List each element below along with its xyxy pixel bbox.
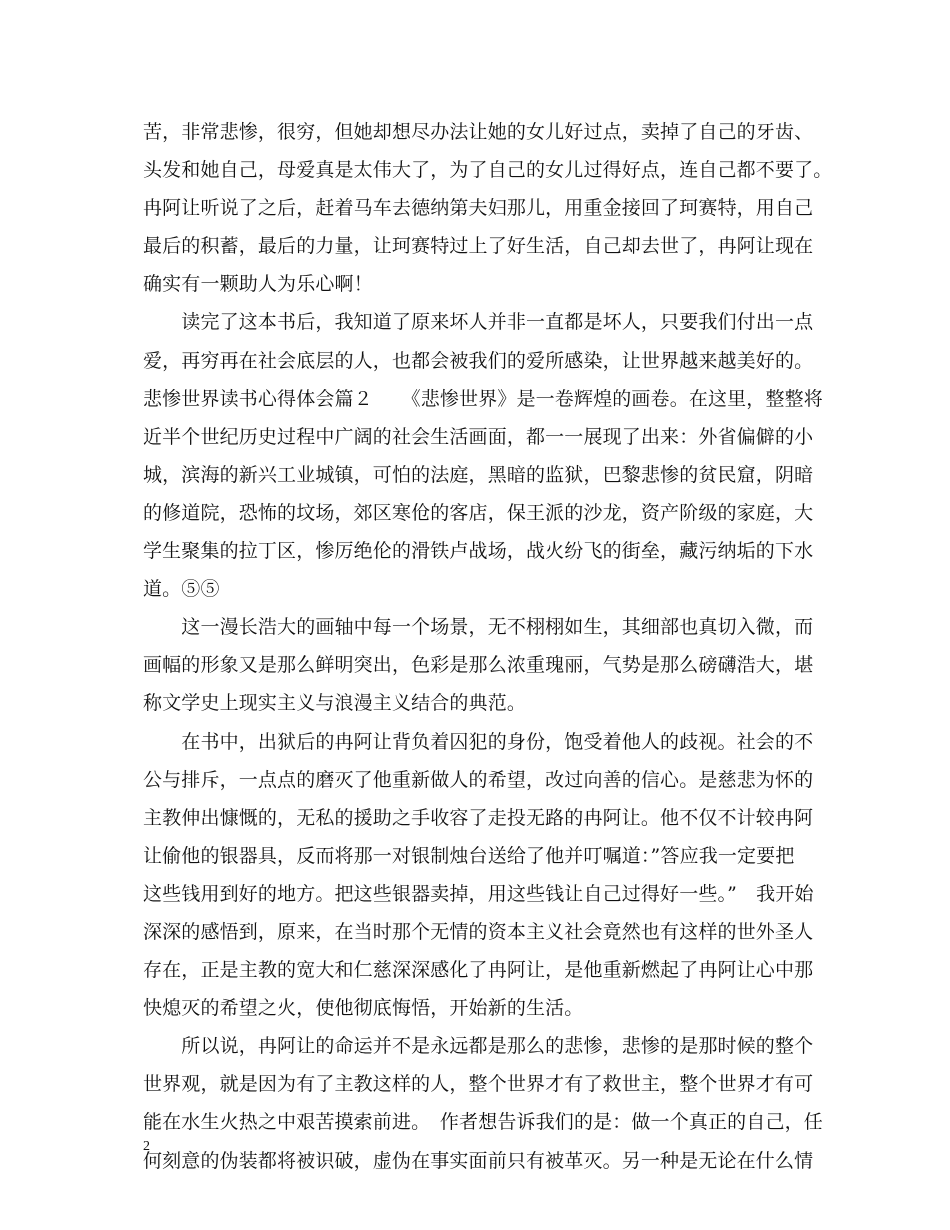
text-line: 的修道院，恐怖的坟场，郊区寒伧的客店，保王派的沙龙，资产阶级的家庭，大 <box>143 501 814 524</box>
text-line: 能在水生火热之中艰苦摸索前进。 作者想告诉我们的是：做一个真正的自己，任 <box>143 1111 823 1134</box>
text-line: 世界观，就是因为有了主教这样的人，整个世界才有了救世主，整个世界才有可 <box>143 1073 814 1096</box>
text-line: 这一漫长浩大的画轴中每一个场景，无不栩栩如生，其细部也真切入微，而 <box>143 616 814 639</box>
text-line: 学生聚集的拉丁区，惨厉绝伦的滑铁卢战场，战火纷飞的街垒，藏污纳垢的下水 <box>143 540 814 563</box>
text-line: 苦，非常悲惨，很穷，但她却想尽办法让她的女儿好过点，卖掉了自己的牙齿、 <box>143 121 814 143</box>
page-number: 2 <box>143 1139 150 1154</box>
text-line: 最后的积蓄，最后的力量，让珂赛特过上了好生活，自己却去世了，冉阿让现在 <box>143 235 814 258</box>
body-text <box>143 113 833 1180</box>
text-line: 读完了这本书后，我知道了原来坏人并非一直都是坏人，只要我们付出一点 <box>143 311 814 334</box>
text-line: 存在，正是主教的宽大和仁慈深深感化了冉阿让，是他重新燃起了冉阿让心中那 <box>143 959 814 982</box>
text-line: 让偷他的银器具，反而将那一对银制烛台送给了他并叮嘱道：”答应我一定要把 <box>143 844 795 867</box>
text-line: 确实有一颗助人为乐心啊！ <box>143 273 373 296</box>
text-line: 冉阿让听说了之后，赶着马车去德纳第夫妇那儿，用重金接回了珂赛特，用自己 <box>143 197 814 220</box>
text-line: 悲惨世界读书心得体会篇２ 《悲惨世界》是一卷辉煌的画卷。在这里，整整将 <box>143 387 823 410</box>
text-line: 称文学史上现实主义与浪漫主义结合的典范。 <box>143 692 527 715</box>
text-line: 道。⑤⑤ <box>143 578 220 601</box>
text-line: 画幅的形象又是那么鲜明突出，色彩是那么浓重瑰丽，气势是那么磅礴浩大，堪 <box>143 654 814 677</box>
text-line: 所以说，冉阿让的命运并不是永远都是那么的悲惨，悲惨的是那时候的整个 <box>143 1035 814 1058</box>
text-line: 爱，再穷再在社会底层的人，也都会被我们的爱所感染，让世界越来越美好的。 <box>143 349 814 372</box>
text-line: 何刻意的伪装都将被识破，虚伪在事实面前只有被革灭。另一种是无论在什么情 <box>143 1149 814 1172</box>
text-line: 城，滨海的新兴工业城镇，可怕的法庭，黑暗的监狱，巴黎悲惨的贫民窟，阴暗 <box>143 463 814 486</box>
text-line: 在书中，出狱后的冉阿让背负着囚犯的身份，饱受着他人的歧视。社会的不 <box>143 730 814 753</box>
text-line: 主教伸出慷慨的，无私的援助之手收容了走投无路的冉阿让。他不仅不计较冉阿 <box>143 806 814 829</box>
text-line: 快熄灭的希望之火，使他彻底悔悟，开始新的生活。 <box>143 997 584 1020</box>
text-line: 头发和她自己，母爱真是太伟大了，为了自己的女儿过得好点，连自己都不要了。 <box>143 159 833 182</box>
text-line: 公与排斥，一点点的磨灭了他重新做人的希望，改过向善的信心。是慈悲为怀的 <box>143 768 814 791</box>
text-line: 近半个世纪历史过程中广阔的社会生活画面，都一一展现了出来：外省偏僻的小 <box>143 425 814 448</box>
text-line: 这些钱用到好的地方。把这些银器卖掉，用这些钱让自己过得好一些。” 我开始 <box>143 882 814 905</box>
text-line: 深深的感悟到，原来，在当时那个无情的资本主义社会竟然也有这样的世外圣人 <box>143 920 814 943</box>
